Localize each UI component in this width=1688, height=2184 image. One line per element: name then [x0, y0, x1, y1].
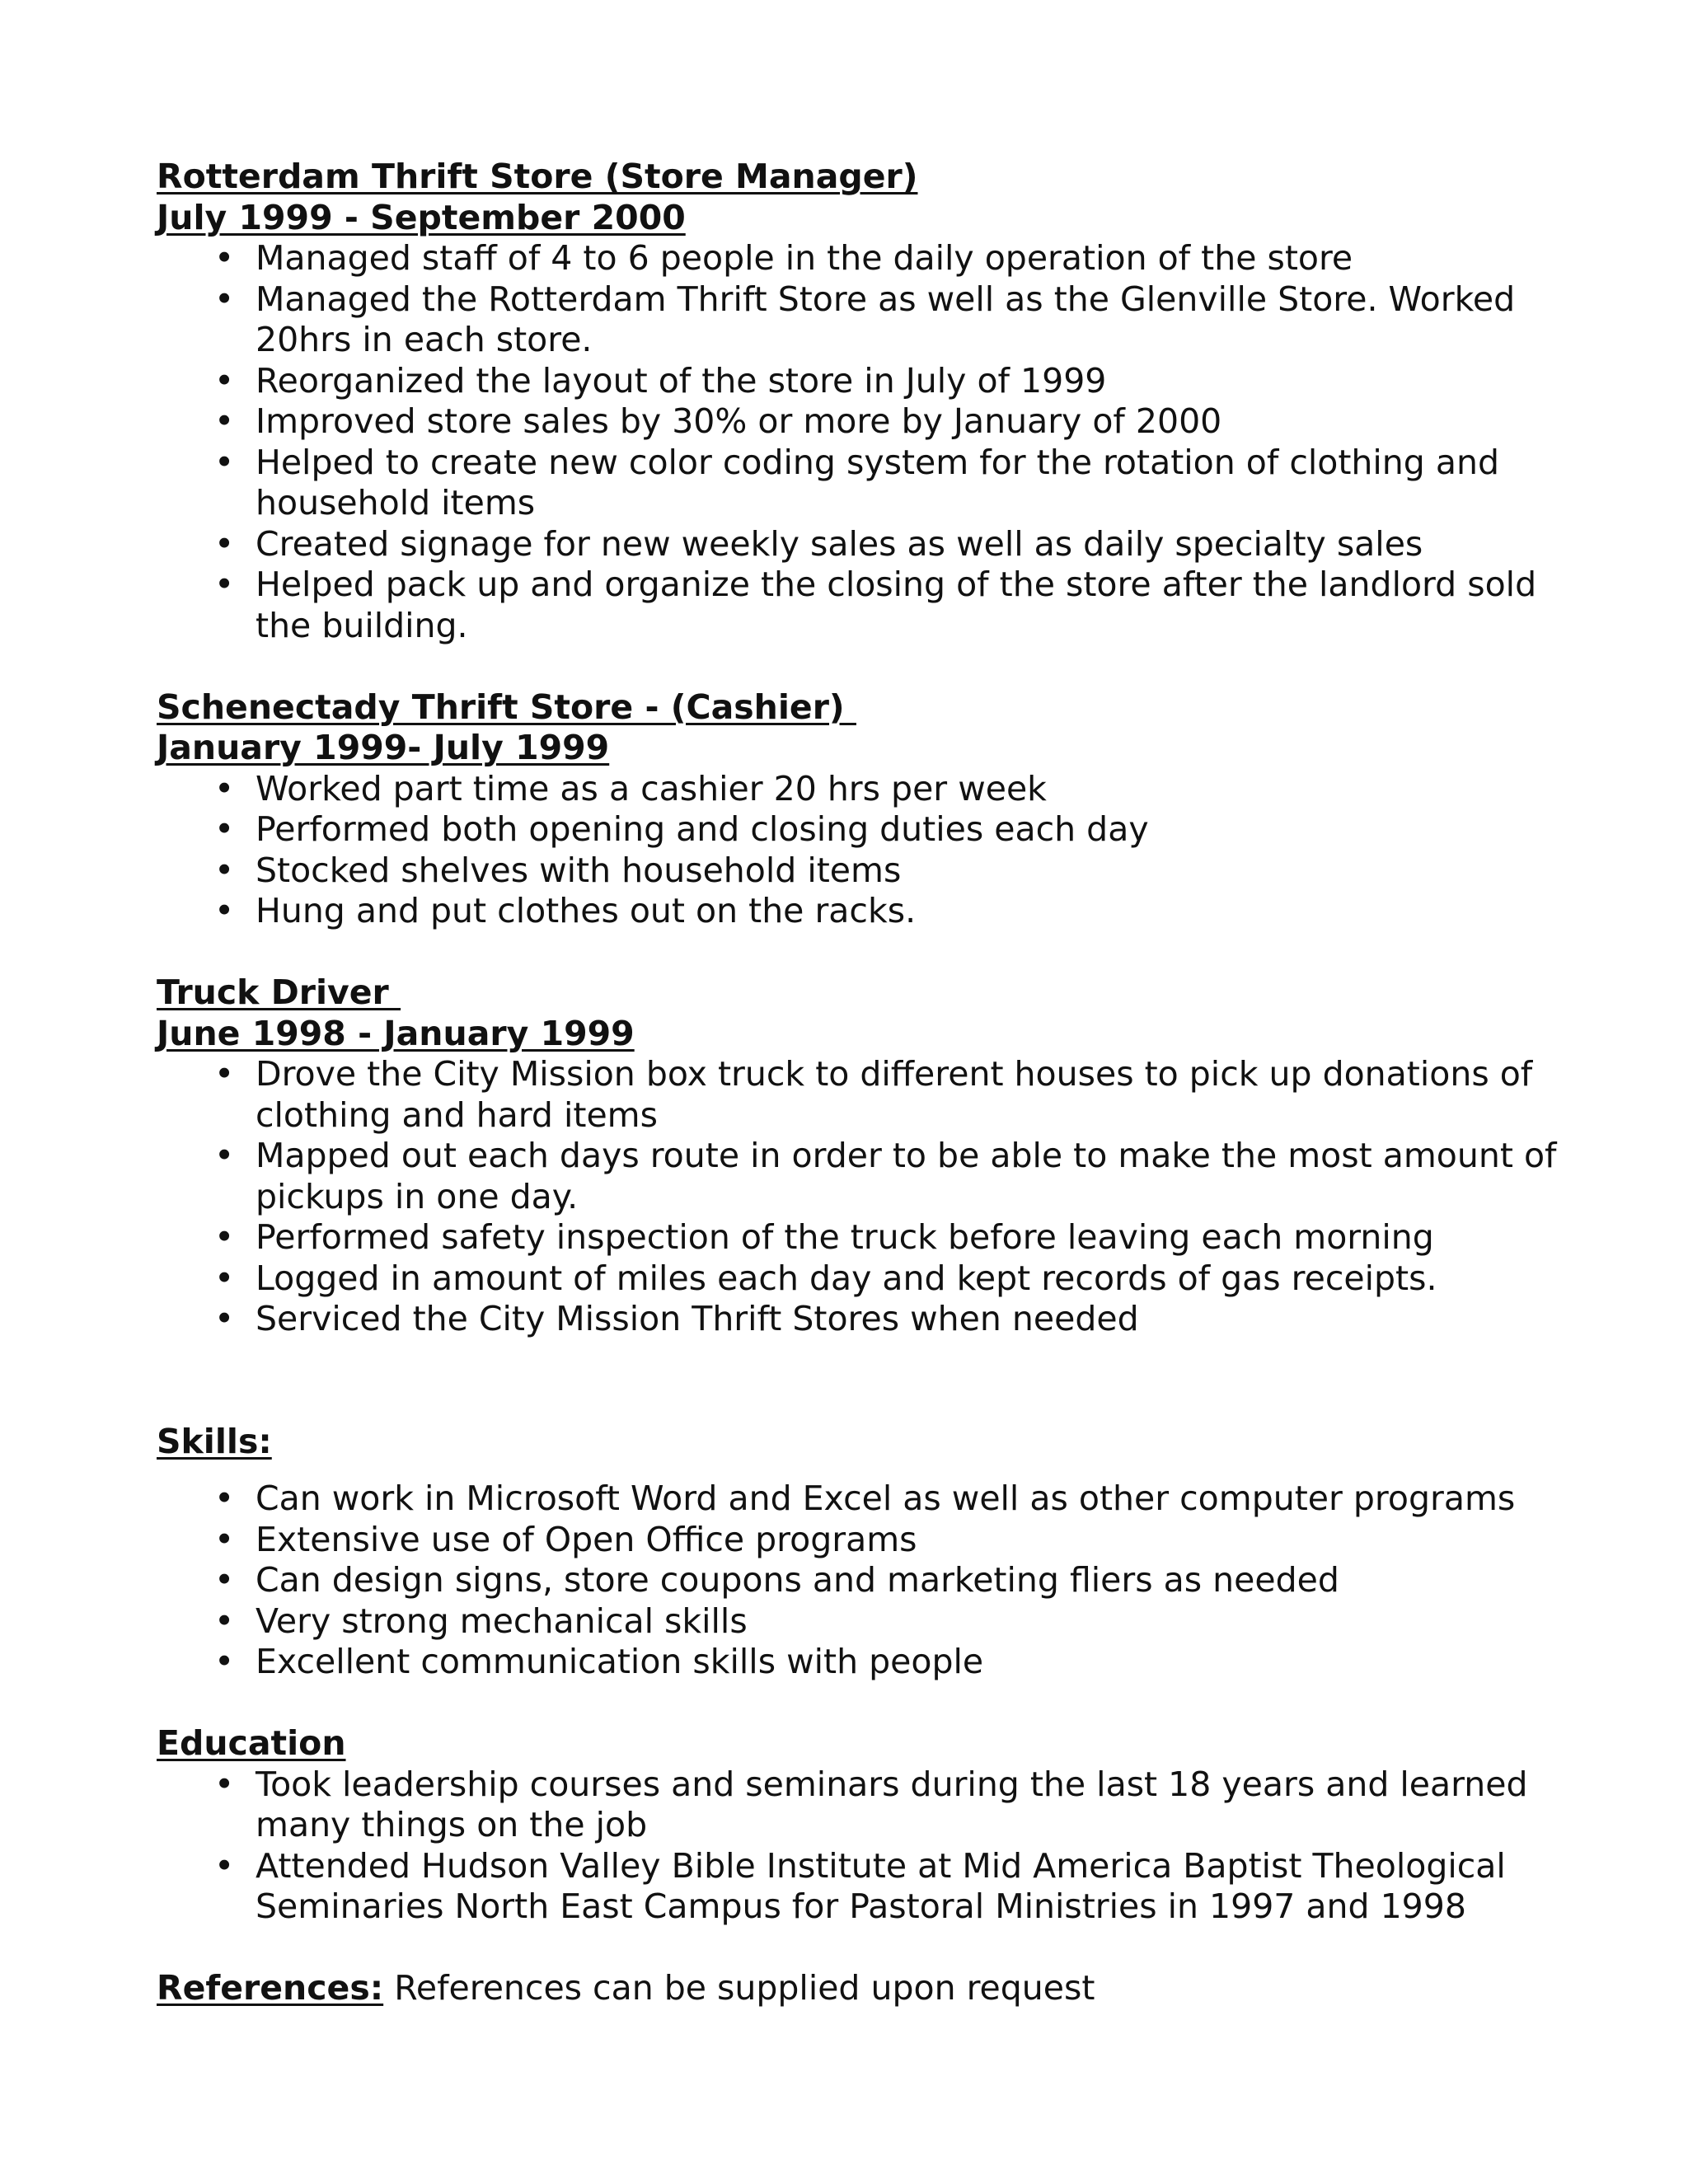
spacer	[157, 1462, 1558, 1479]
spacer	[157, 1340, 1558, 1381]
list-item: • Created signage for new weekly sales as well as daily specialty sales	[256, 524, 1558, 565]
job-title: Rotterdam Thrift Store (Store Manager)	[157, 157, 918, 196]
list-item: • Attended Hudson Valley Bible Institute at Mid America Baptist Theological Seminaries North East Campus for Pastoral Ministries in 1997 and 1998	[256, 1846, 1558, 1928]
list-item: • Improved store sales by 30% or more by January of 2000	[256, 401, 1558, 443]
references-label: References:	[157, 1968, 384, 2008]
list-item: • Very strong mechanical skills	[256, 1601, 1558, 1643]
list-item: • Performed safety inspection of the truck before leaving each morning	[256, 1217, 1558, 1258]
list-item: • Reorganized the layout of the store in July of 1999	[256, 361, 1558, 402]
job-dates: July 1999 - September 2000	[157, 197, 686, 237]
skills-heading: Skills:	[157, 1421, 272, 1461]
list-item: • Hung and put clothes out on the racks.	[256, 891, 1558, 932]
job-duties-list	[157, 1054, 1558, 1340]
job-title: Truck Driver	[157, 972, 401, 1012]
list-item: • Can work in Microsoft Word and Excel as well as other computer programs	[256, 1479, 1558, 1520]
list-item: • Can design signs, store coupons and marketing fliers as needed	[256, 1560, 1558, 1601]
job-dates: June 1998 - January 1999	[157, 1013, 635, 1053]
list-item: • Managed the Rotterdam Thrift Store as well as the Glenville Store. Worked 20hrs in each store.	[256, 279, 1558, 361]
list-item: • Stocked shelves with household items	[256, 851, 1558, 892]
list-item: • Excellent communication skills with people	[256, 1642, 1558, 1683]
skills-list	[157, 1479, 1558, 1683]
list-item: • Managed staff of 4 to 6 people in the daily operation of the store	[256, 238, 1558, 279]
spacer	[157, 646, 1558, 687]
list-item: • Extensive use of Open Office programs	[256, 1520, 1558, 1561]
references-line	[157, 1968, 1558, 2009]
education-list	[157, 1765, 1558, 1928]
list-item: • Drove the City Mission box truck to different houses to pick up donations of clothing and hard items	[256, 1054, 1558, 1136]
job-duties-list	[157, 769, 1558, 932]
job-duties-list	[157, 238, 1558, 646]
list-item: • Helped pack up and organize the closing of the store after the landlord sold the building.	[256, 565, 1558, 646]
list-item: • Helped to create new color coding system for the rotation of clothing and household items	[256, 443, 1558, 524]
job-rotterdam	[157, 157, 1558, 646]
list-item: • Performed both opening and closing duties each day	[256, 809, 1558, 851]
list-item: • Serviced the City Mission Thrift Stores when needed	[256, 1299, 1558, 1340]
list-item: • Worked part time as a cashier 20 hrs per week	[256, 769, 1558, 810]
spacer	[157, 1928, 1558, 1969]
list-item: • Took leadership courses and seminars during the last 18 years and learned many things on the job	[256, 1765, 1558, 1846]
list-item: • Mapped out each days route in order to be able to make the most amount of pickups in one day.	[256, 1136, 1558, 1217]
spacer	[157, 932, 1558, 973]
job-dates: January 1999- July 1999	[157, 728, 610, 767]
resume-page	[157, 157, 1558, 2009]
spacer	[157, 1380, 1558, 1422]
education-section	[157, 1723, 1558, 1928]
education-heading: Education	[157, 1723, 346, 1763]
spacer	[157, 1683, 1558, 1724]
list-item: • Logged in amount of miles each day and kept records of gas receipts.	[256, 1258, 1558, 1300]
references-text: References can be supplied upon request	[394, 1968, 1095, 2008]
job-title: Schenectady Thrift Store - (Cashier)	[157, 687, 856, 727]
job-truck-driver	[157, 972, 1558, 1340]
skills-section	[157, 1422, 1558, 1683]
job-schenectady	[157, 687, 1558, 932]
